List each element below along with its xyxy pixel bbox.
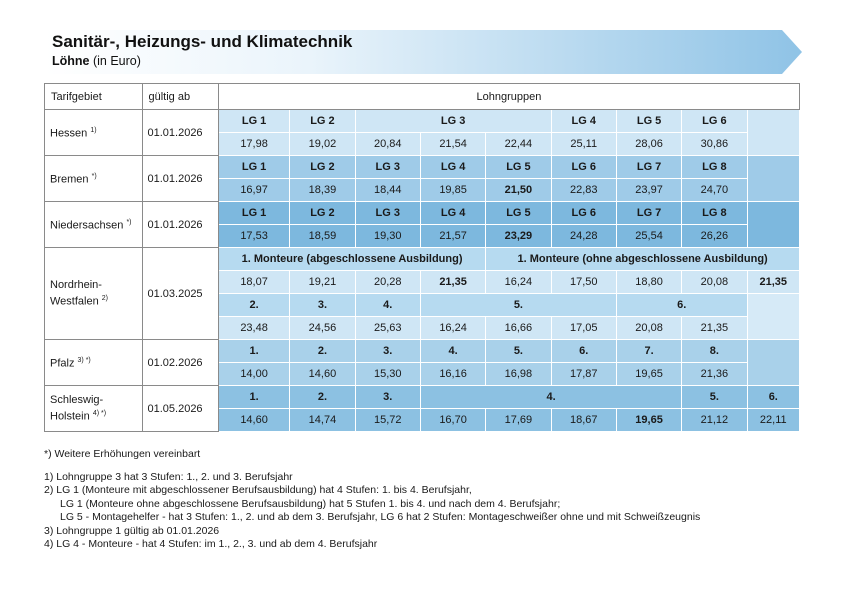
subtitle-unit: (in Euro): [89, 54, 141, 68]
pfalz-label-row: [45, 340, 800, 363]
footnote-1: 1) Lohngruppe 3 hat 3 Stufen: 1., 2. und 3. Berufsjahr: [44, 470, 293, 483]
page-title: Sanitär-, Heizungs- und Klimatechnik: [52, 32, 353, 51]
wage-value: 19,65: [616, 363, 681, 386]
wage-value: 30,86: [682, 133, 747, 156]
wage-value: 23,29: [486, 225, 551, 248]
group-label: LG 2: [290, 110, 355, 133]
date-schleswig-holstein: 01.05.2026: [142, 386, 218, 432]
group-label: LG 6: [682, 110, 747, 133]
wage-value: 17,05: [551, 317, 616, 340]
wage-value: 24,70: [682, 179, 747, 202]
bremen-label-row: [45, 156, 800, 179]
header-region: Tarifgebiet: [45, 84, 143, 110]
date-niedersachsen: 01.01.2026: [142, 202, 218, 248]
wage-value: 17,50: [551, 271, 616, 294]
date-hessen: 01.01.2026: [142, 110, 218, 156]
group-label: LG 5: [486, 156, 551, 179]
group-label: LG 1: [218, 156, 289, 179]
wage-table: [44, 83, 800, 432]
group-label: 2.: [290, 386, 355, 409]
wage-value: 16,24: [486, 271, 551, 294]
date-pfalz: 01.02.2026: [142, 340, 218, 386]
region-schleswig-holstein: Schleswig- Holstein $^{4) *)}$: [45, 386, 143, 432]
wage-value: 21,35: [420, 271, 485, 294]
group-header-trained: 1. Monteure (abgeschlossene Ausbildung): [218, 248, 485, 271]
wage-value: 16,97: [218, 179, 289, 202]
wage-value: 25,63: [355, 317, 420, 340]
footnote-star: *) Weitere Erhöhungen vereinbart: [44, 448, 201, 460]
footnote-2: 2) LG 1 (Monteure mit abgeschlossener Berufsausbildung) hat 4 Stufen: 1. bis 4. Berufsjahr,: [44, 484, 472, 496]
wage-value: 19,30: [355, 225, 420, 248]
group-label: LG 3: [355, 110, 551, 133]
wage-value: 21,54: [420, 133, 485, 156]
region-hessen: Hessen $^{1)}$: [45, 110, 143, 156]
group-label: LG 6: [551, 202, 616, 225]
wage-value: 19,65: [616, 409, 681, 432]
date-nrw: 01.03.2025: [142, 248, 218, 340]
footnote-2-line-2: LG 1 (Monteure ohne abgeschlossene Berufsausbildung) hat 5 Stufen 1. bis 4. und nach dem 4. Berufsjahr;: [60, 497, 561, 510]
group-label: LG 6: [551, 156, 616, 179]
wage-value: 18,07: [218, 271, 289, 294]
wage-value: 25,54: [616, 225, 681, 248]
group-label: 5.: [682, 386, 747, 409]
niedersachsen-label-row: [45, 202, 800, 225]
wage-value: 18,59: [290, 225, 355, 248]
group-label: 4.: [420, 340, 485, 363]
region-niedersachsen: Niedersachsen *): [45, 202, 143, 248]
wage-value: 15,30: [355, 363, 420, 386]
region-bremen: Bremen *): [45, 156, 143, 202]
group-label: LG 3: [355, 156, 420, 179]
wage-value: 19,21: [290, 271, 355, 294]
group-label: 8.: [682, 340, 747, 363]
empty-cell: [747, 202, 799, 248]
footnote-2-line-3: LG 5 - Montagehelfer - hat 3 Stufen: 1., 2. und ab dem 3. Berufsjahr, LG 6 hat 2 Stufen: Montageschweißer ohne und mit Schweißzeugnis: [60, 511, 701, 523]
group-label: LG 5: [616, 110, 681, 133]
wage-value: 23,48: [218, 317, 289, 340]
page-subtitle: [52, 54, 141, 68]
footnotes: [44, 448, 700, 552]
subtitle-bold: Löhne: [52, 54, 90, 68]
wage-value: 21,12: [682, 409, 747, 432]
footnote-3: 3) Lohngruppe 1 gültig ab 01.01.2026: [44, 524, 220, 537]
region-pfalz: Pfalz $^{3) *)}$: [45, 340, 143, 386]
wage-value: 17,98: [218, 133, 289, 156]
group-label: LG 7: [616, 202, 681, 225]
wage-value: 16,66: [486, 317, 551, 340]
group-label: LG 7: [616, 156, 681, 179]
wage-value: 18,67: [551, 409, 616, 432]
group-label: LG 4: [420, 156, 485, 179]
wage-value: 16,98: [486, 363, 551, 386]
group-label: LG 4: [420, 202, 485, 225]
wage-value: 14,00: [218, 363, 289, 386]
sh-label-row: [45, 386, 800, 409]
wage-value: 19,85: [420, 179, 485, 202]
group-label: LG 8: [682, 156, 747, 179]
group-label: 6.: [616, 294, 747, 317]
wage-value: 15,72: [355, 409, 420, 432]
wage-value: 21,50: [486, 179, 551, 202]
group-label: LG 1: [218, 110, 289, 133]
wage-value: 21,36: [682, 363, 747, 386]
hessen-label-row: [45, 110, 800, 133]
footnote-4: 4) LG 4 - Monteure - hat 4 Stufen: im 1., 2., 3. und ab dem 4. Berufsjahr: [44, 538, 378, 550]
wage-value: 21,35: [747, 271, 799, 294]
empty-cell: [747, 156, 799, 202]
group-label: LG 1: [218, 202, 289, 225]
wage-value: 21,57: [420, 225, 485, 248]
group-label: 3.: [290, 294, 355, 317]
group-label: LG 2: [290, 202, 355, 225]
group-label: 6.: [551, 340, 616, 363]
wage-value: 28,06: [616, 133, 681, 156]
group-label: LG 2: [290, 156, 355, 179]
region-nrw: Nordrhein- Westfalen $^{2)}$: [45, 248, 143, 340]
wage-value: 20,84: [355, 133, 420, 156]
wage-value: 20,28: [355, 271, 420, 294]
header-date: gültig ab: [142, 84, 218, 110]
wage-value: 18,39: [290, 179, 355, 202]
wage-value: 18,80: [616, 271, 681, 294]
wage-value: 22,11: [747, 409, 799, 432]
wage-value: 26,26: [682, 225, 747, 248]
wage-value: 22,44: [486, 133, 551, 156]
wage-value: 24,28: [551, 225, 616, 248]
group-label: 3.: [355, 386, 420, 409]
empty-cell: [747, 294, 799, 340]
date-bremen: 01.01.2026: [142, 156, 218, 202]
empty-cell: [747, 340, 799, 386]
wage-value: 19,02: [290, 133, 355, 156]
wage-value: 17,69: [486, 409, 551, 432]
wage-value: 23,97: [616, 179, 681, 202]
wage-value: 16,24: [420, 317, 485, 340]
group-header-untrained: 1. Monteure (ohne abgeschlossene Ausbildung): [486, 248, 800, 271]
group-label: 2.: [218, 294, 289, 317]
wage-value: 14,60: [218, 409, 289, 432]
group-label: 7.: [616, 340, 681, 363]
wage-value: 14,74: [290, 409, 355, 432]
wage-value: 22,83: [551, 179, 616, 202]
wage-value: 25,11: [551, 133, 616, 156]
wage-value: 24,56: [290, 317, 355, 340]
wage-value: 16,70: [420, 409, 485, 432]
wage-value: 14,60: [290, 363, 355, 386]
group-label: 6.: [747, 386, 799, 409]
group-label: 5.: [486, 340, 551, 363]
wage-value: 20,08: [616, 317, 681, 340]
group-label: 4.: [355, 294, 420, 317]
group-label: LG 8: [682, 202, 747, 225]
group-label: 3.: [355, 340, 420, 363]
empty-cell: [747, 110, 799, 156]
wage-value: 17,87: [551, 363, 616, 386]
wage-value: 18,44: [355, 179, 420, 202]
group-label: LG 4: [551, 110, 616, 133]
group-label: 1.: [218, 340, 289, 363]
group-label: 5.: [420, 294, 616, 317]
wage-value: 20,08: [682, 271, 747, 294]
group-label: 2.: [290, 340, 355, 363]
group-label: LG 3: [355, 202, 420, 225]
group-label: LG 5: [486, 202, 551, 225]
table-header-row: [45, 84, 800, 110]
nrw-header-row: [45, 248, 800, 271]
group-label: 1.: [218, 386, 289, 409]
header-wage-groups: Lohngruppen: [218, 84, 799, 110]
wage-value: 17,53: [218, 225, 289, 248]
wage-value: 21,35: [682, 317, 747, 340]
title-banner: [44, 28, 804, 76]
group-label: 4.: [420, 386, 681, 409]
wage-value: 16,16: [420, 363, 485, 386]
